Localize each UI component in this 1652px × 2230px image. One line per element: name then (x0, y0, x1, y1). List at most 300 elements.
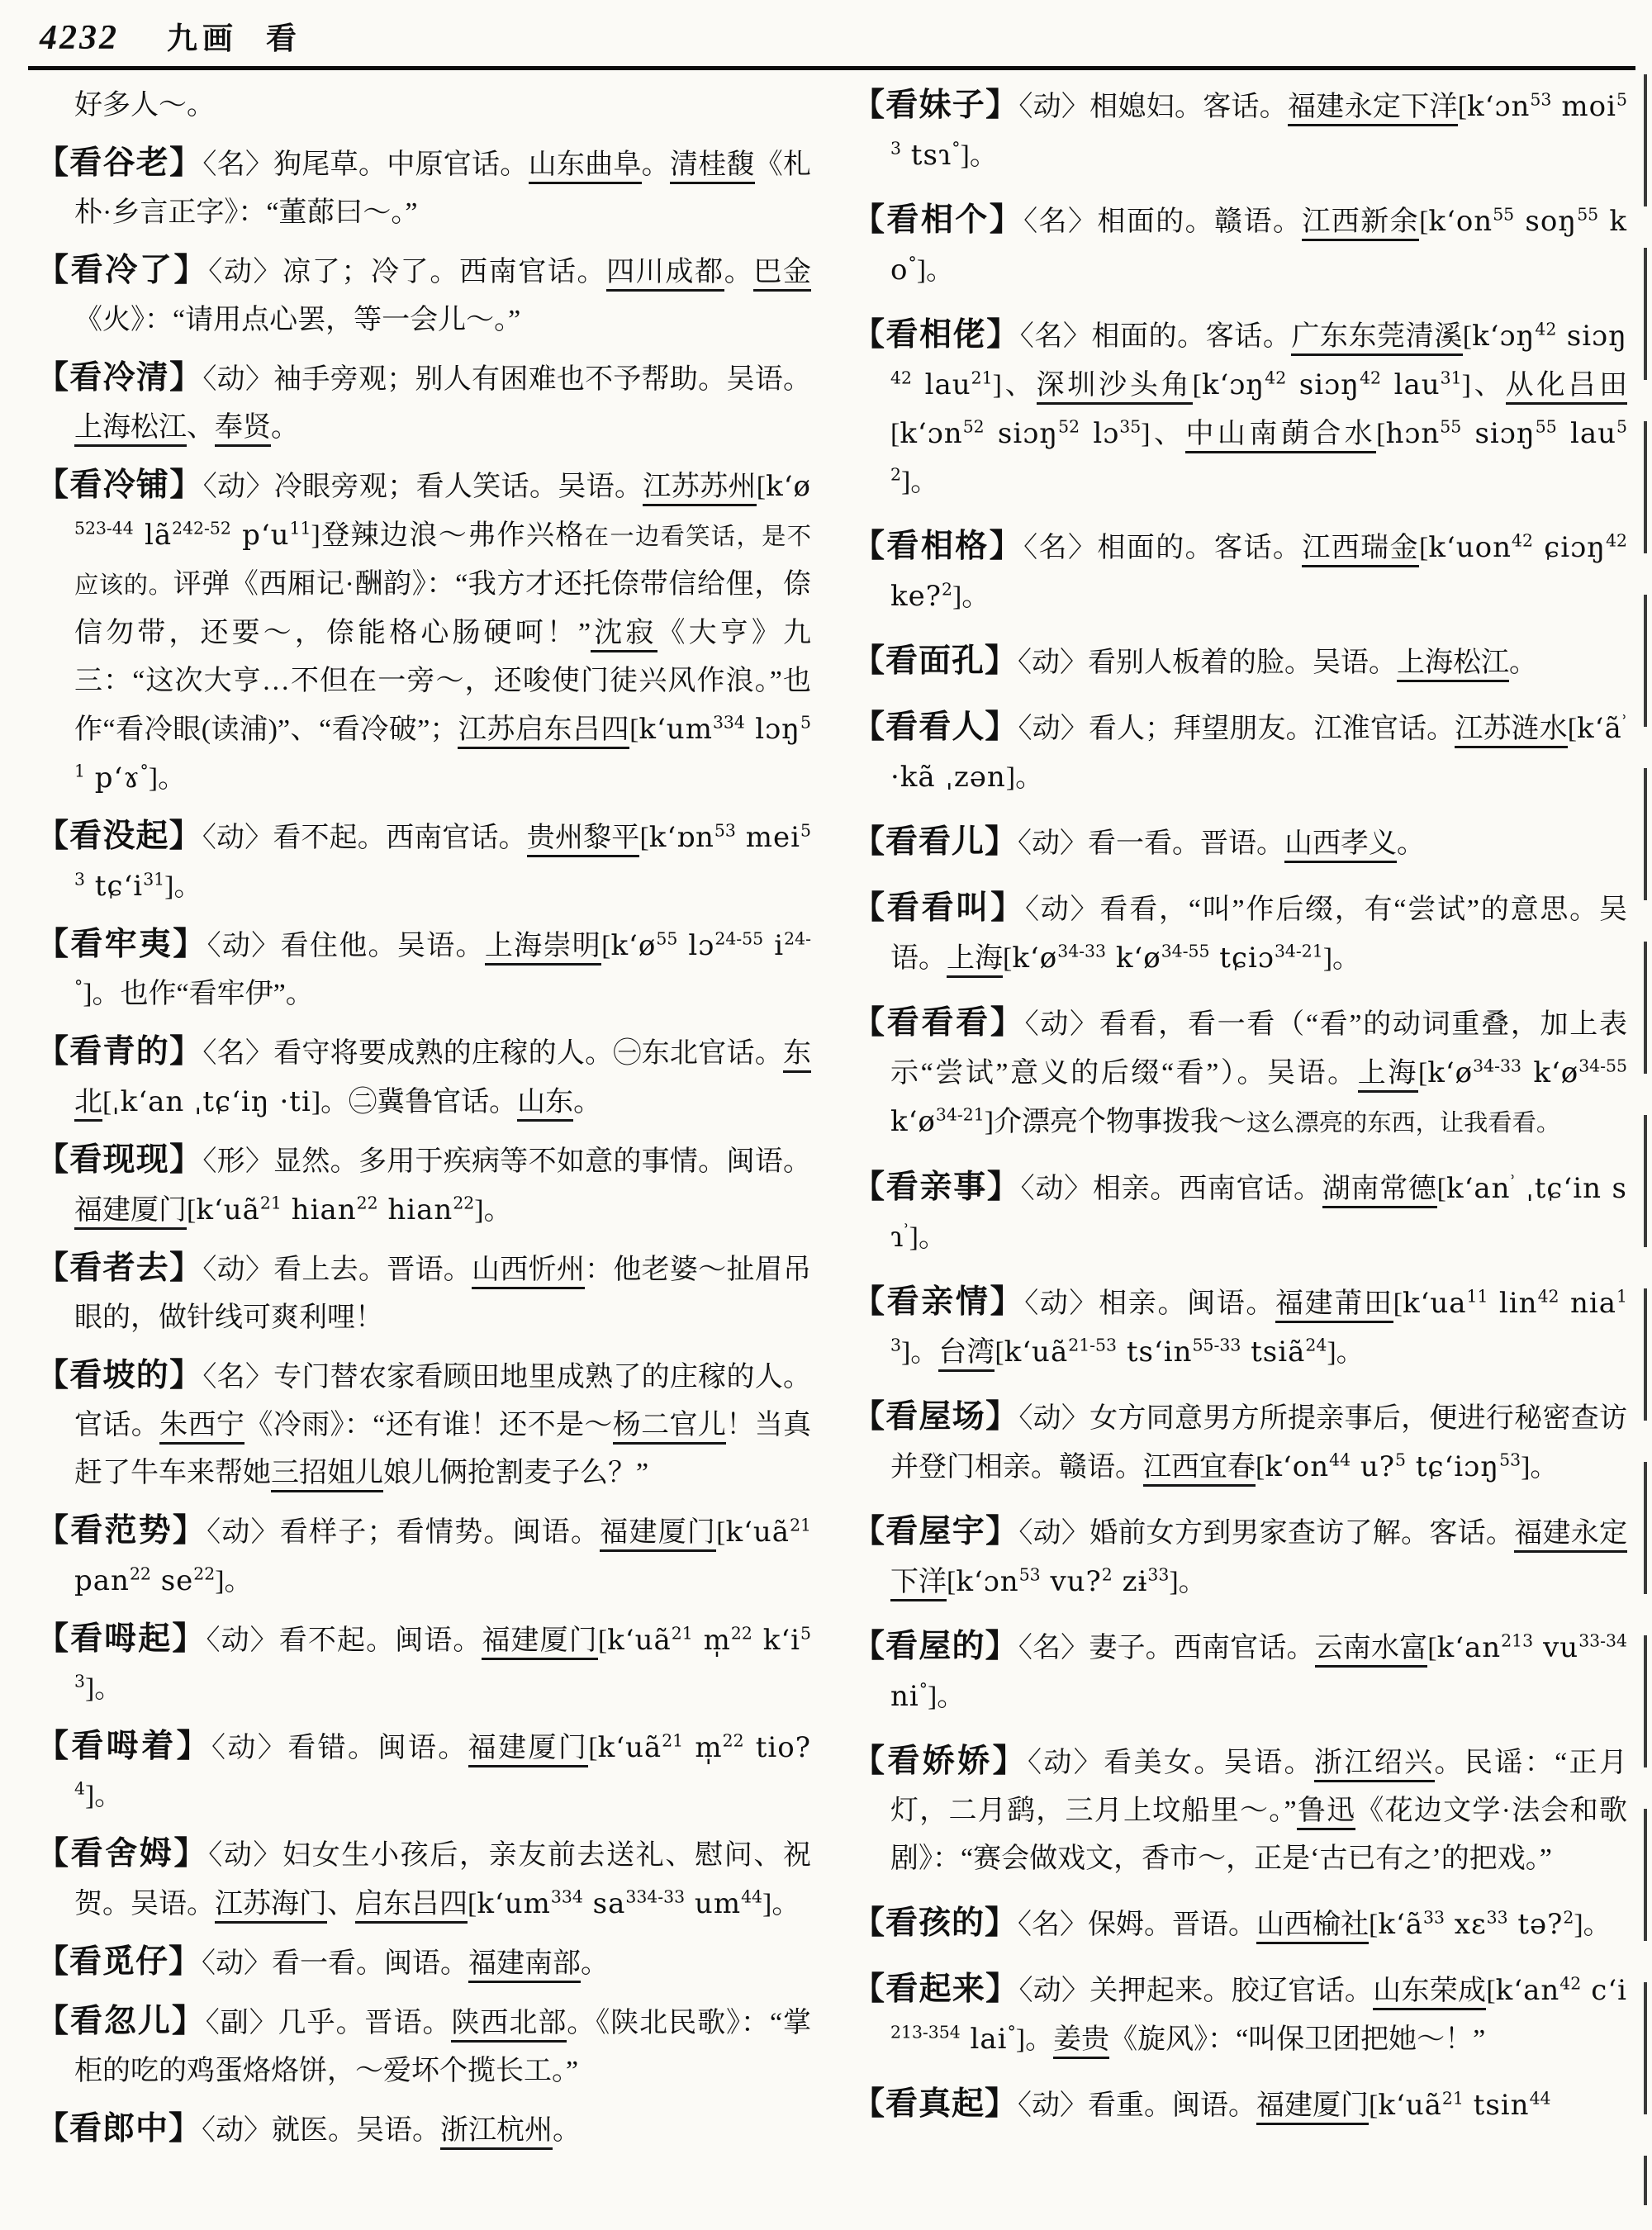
tone-superscript: 55 (1535, 416, 1557, 437)
entry-headword: 【看真起】 (852, 2086, 1018, 2122)
tone-superscript: 44 (1529, 2088, 1551, 2109)
text-run: ！当真赶了牛车来帮她 (74, 1410, 812, 1488)
phonetic-text: lɔ (677, 929, 715, 962)
underlined-text: 东北 (74, 1038, 811, 1122)
tone-superscript: 242-52 (172, 518, 231, 539)
dict-entry (852, 2081, 1627, 2130)
text-run: 。《陕北民歌》：“掌柜的吃的鸡蛋烙烙饼，～爱坏个揽长工。” (74, 2008, 812, 2086)
tone-superscript: 42 (1265, 368, 1287, 388)
text-run: ]。 (164, 871, 202, 902)
dict-entry (852, 523, 1627, 621)
text-run: 《火》：“请用点心罢，等一会儿～。” (74, 305, 521, 335)
entry-headword: 【看舍姆】 (36, 1836, 209, 1872)
tone-superscript: 53 (1018, 1564, 1041, 1585)
text-run: [ (1462, 321, 1473, 352)
entry-headword: 【看屋的】 (852, 1629, 1018, 1664)
dict-entry (36, 1998, 811, 2095)
phonetic-text: ·kã ˌzən (890, 761, 1006, 794)
tone-superscript: 52 (962, 416, 985, 437)
tone-superscript: 44 (1329, 1450, 1351, 1470)
text-run: 〈动〉看人；拜望朋友。江淮官话。 (1018, 714, 1455, 744)
underlined-text: 云南水富 (1315, 1633, 1428, 1668)
tone-superscript: 53 (714, 820, 736, 841)
phonetic-text: k‘ɔn (956, 1565, 1019, 1598)
entry-headword: 【看冷铺】 (36, 467, 203, 503)
text-run: 〈名〉专门替农家看顾田地里成熟了的庄稼的人。官话。 (74, 1362, 811, 1440)
text-run: [ (1419, 206, 1429, 237)
text-run: 〈动〉看看，看一看（“看”的动词重叠，加上表示“尝试”意义的后缀“看”）。吴语。 (890, 1009, 1627, 1089)
tone-superscript: 31 (1440, 368, 1462, 388)
tone-superscript: 53 (1530, 89, 1552, 110)
entry-headword: 【看牢夷】 (36, 927, 207, 962)
tone-superscript: 55 (1440, 416, 1462, 437)
text-run: ]。 (916, 255, 955, 286)
entry-headword: 【看呣起】 (36, 1621, 206, 1657)
tone-superscript: 21 (971, 368, 993, 388)
right-column (852, 82, 1627, 2165)
tone-superscript: 2 (1101, 1564, 1113, 1585)
tone-superscript: 11 (1466, 1286, 1488, 1307)
scan-edge-artifact (1644, 74, 1647, 2205)
dict-entry (852, 1393, 1627, 1492)
dict-entry (852, 638, 1627, 687)
tone-superscript: 22 (453, 1193, 475, 1213)
text-run: 〈动〉看错。闽语。 (211, 1733, 468, 1763)
underlined-text: 朱西宁 (159, 1410, 244, 1445)
underlined-text: 山西榆社 (1256, 1910, 1369, 1944)
tone-superscript: 35 (1119, 416, 1142, 437)
entry-headword: 【看相佬】 (852, 317, 1020, 353)
text-run: ]、 (1461, 370, 1506, 401)
tone-superscript: 42 (1537, 1286, 1559, 1307)
entry-headword: 【看亲情】 (852, 1284, 1025, 1320)
underlined-text: 奉贤 (215, 412, 271, 447)
phonetic-text: vu (1533, 1631, 1579, 1664)
tone-superscript: 21 (259, 1193, 282, 1213)
text-run: ]。 (900, 1337, 939, 1368)
text-run: 〈名〉相面的。赣语。 (1023, 206, 1303, 237)
phonetic-text: siɔŋ (984, 417, 1059, 450)
tone-superscript: 34-55 (1161, 941, 1210, 961)
underlined-text: 中山南蓢合水 (1185, 419, 1376, 453)
underlined-text: 广东东莞清溪 (1291, 321, 1462, 356)
phonetic-text: k‘ã (1577, 712, 1622, 745)
dict-entry (36, 921, 811, 1018)
entry-headword: 【看忽儿】 (36, 2004, 206, 2039)
phonetic-text: ko (890, 205, 1627, 287)
text-run: ：他老婆～扯眉吊眼的，做针线可爽利哩！ (74, 1255, 811, 1333)
tone-superscript: 31 (143, 869, 165, 890)
text-run: 〈动〉看不起。闽语。 (206, 1625, 482, 1656)
phonetic-text: hɔn (1385, 417, 1441, 450)
text-run: ]、 (992, 370, 1037, 401)
underlined-text: 鲁迅 (1297, 1796, 1356, 1830)
underlined-text: 浙江杭州 (440, 2115, 553, 2150)
entry-headword: 【看看看】 (852, 1005, 1025, 1041)
underlined-text: 上海崇明 (485, 931, 601, 966)
phonetic-text: lau (911, 368, 971, 401)
text-run: ]。 (1521, 1452, 1559, 1483)
text-run: 〈动〉相亲。西南官话。 (1020, 1174, 1322, 1204)
tone-superscript: 34-33 (1057, 941, 1107, 961)
tone-superscript: 33-34 (1578, 1630, 1627, 1651)
dict-entry (36, 247, 811, 344)
text-run: 《旋风》：“叫保卫团把她～！” (1109, 2024, 1486, 2055)
tone-superscript: ʾ (1621, 711, 1627, 732)
text-run: ]。 (927, 1682, 966, 1712)
phonetic-text: lɔŋ (744, 713, 801, 746)
tone-superscript: 22 (129, 1563, 151, 1584)
phonetic-text: k‘um (638, 713, 713, 746)
phonetic-text: soŋ (1514, 205, 1578, 238)
underlined-text: 福建厦门 (600, 1517, 716, 1552)
text-run: 好多人～。 (74, 90, 215, 121)
tone-superscript: ʾ (1510, 1171, 1516, 1192)
underlined-text: 贵州黎平 (527, 823, 640, 857)
text-run: 〈动〉看美女。吴语。 (1027, 1748, 1314, 1778)
text-run: 〈动〉女方同意男方所提亲事后，便进行秘密查访并登门相亲。赣语。 (890, 1403, 1627, 1483)
tone-superscript: 21 (1441, 2088, 1464, 2109)
underlined-text: 福建厦门 (482, 1625, 597, 1660)
text-run: 。 (724, 257, 754, 287)
tone-superscript: 33 (1423, 1907, 1445, 1928)
text-run: 〈名〉相面的。客话。 (1023, 533, 1303, 563)
entry-columns (36, 82, 1631, 2165)
tone-superscript: 24-55 (714, 928, 764, 949)
small-text: 在一边看笑话，是不应该的。 (74, 524, 811, 599)
dict-entry (852, 1279, 1627, 1377)
phonetic-text: k‘ɔn (900, 417, 963, 450)
text-run: ]。 (148, 763, 187, 794)
phonetic-text: k‘i (752, 1624, 801, 1657)
tone-superscript: 22 (356, 1193, 378, 1213)
phonetic-text: u? (1351, 1450, 1395, 1483)
phonetic-text: k‘an (1495, 1974, 1560, 2007)
text-run: [ (1457, 92, 1468, 122)
text-run: 《大亨》九三：“这次大亨…不但在一旁～，还唆使门徒兴风作浪。”也作“看冷眼(读浦)”、“看冷破”； (74, 618, 812, 745)
phonetic-text: tio? (743, 1731, 812, 1764)
tone-superscript: 5 (1395, 1450, 1406, 1470)
page-number: 4232 (40, 19, 119, 57)
entry-headword: 【看妹子】 (852, 88, 1019, 123)
section-character: 看 (266, 22, 301, 56)
tone-superscript: 34-21 (935, 1104, 985, 1125)
underlined-text: 上海 (947, 943, 1003, 978)
phonetic-text: lai (960, 2023, 1008, 2056)
text-run: 〈动〉相媳妇。客话。 (1018, 92, 1289, 122)
underlined-text: 江苏苏州 (643, 472, 756, 506)
text-run: 〈动〉看住他。吴语。 (206, 931, 485, 961)
entry-headword: 【看相格】 (852, 529, 1024, 564)
phonetic-text: m̩ (692, 1624, 731, 1657)
underlined-text: 三招姐儿 (271, 1458, 383, 1492)
text-run: ]。 (84, 1781, 123, 1811)
underlined-text: 山西忻州 (472, 1255, 585, 1289)
underlined-text: 杨二官儿 (613, 1410, 727, 1445)
phonetic-text: k‘ø (1521, 1056, 1579, 1089)
entry-headword: 【看呣着】 (36, 1729, 212, 1764)
text-run: ]。 (952, 581, 990, 612)
phonetic-text: k‘uã (725, 1516, 790, 1549)
entry-headword: 【看起来】 (852, 1971, 1019, 2007)
underlined-text: 姜贵 (1053, 2024, 1109, 2059)
underlined-text: 福建莆田 (1275, 1288, 1393, 1323)
dict-entry (852, 999, 1627, 1147)
phonetic-text: vu? (1040, 1565, 1102, 1598)
text-run: 〈名〉相面的。客话。 (1019, 321, 1292, 352)
underlined-text: 台湾 (938, 1337, 995, 1372)
tone-superscript: 34-21 (1274, 941, 1323, 961)
phonetic-text: lin (1488, 1287, 1538, 1320)
dict-entry (852, 197, 1627, 295)
text-run: [ (601, 931, 611, 961)
entry-headword: 【看现现】 (36, 1142, 203, 1178)
underlined-text: 山西孝义 (1284, 828, 1397, 863)
tone-superscript: 53 (1499, 1450, 1521, 1470)
tone-superscript: 213-354 (890, 2022, 961, 2043)
text-run: 〈动〉凉了；冷了。西南官话。 (208, 257, 607, 287)
underlined-text: 上海松江 (1397, 648, 1509, 682)
phonetic-text: k‘ã (1378, 1908, 1424, 1941)
tone-superscript: 44 (741, 1886, 763, 1907)
text-run: ]。 (909, 1222, 947, 1253)
phonetic-text: k‘ø (890, 1105, 936, 1138)
phonetic-text: siɔŋ (1556, 320, 1628, 353)
text-run: [ (716, 1517, 726, 1548)
entry-headword: 【看青的】 (36, 1034, 203, 1070)
phonetic-text: k‘on (1265, 1450, 1330, 1483)
tone-superscript: 2 (1563, 1907, 1574, 1928)
phonetic-text: lɔ (1080, 417, 1120, 450)
tone-superscript: 33 (1486, 1907, 1508, 1928)
text-run: [ (1567, 714, 1578, 744)
dict-entry (852, 1508, 1627, 1606)
text-run: 〈动〉看一看。晋语。 (1018, 828, 1285, 859)
text-run: 〈动〉看重。闽语。 (1018, 2090, 1257, 2121)
phonetic-text: xɛ (1444, 1908, 1487, 1941)
dict-entry (852, 1738, 1627, 1883)
phonetic-text: k‘ɒn (648, 821, 714, 854)
dict-entry (36, 2105, 811, 2155)
phonetic-text: nia (1559, 1287, 1617, 1320)
phonetic-text: se (150, 1564, 194, 1597)
text-run: [ (597, 1625, 608, 1656)
tone-superscript: 53 (74, 820, 812, 890)
tone-superscript: 213 (1501, 1630, 1534, 1651)
phonetic-text: p‘ɤ (84, 762, 140, 795)
dict-entry (36, 1830, 811, 1929)
underlined-text: 四川成都 (606, 257, 724, 292)
underlined-text: 湖南常德 (1322, 1174, 1437, 1208)
tone-superscript: ° (140, 761, 149, 781)
text-run: 。 (553, 2115, 582, 2146)
dict-entry (36, 140, 811, 237)
tone-superscript: 34-33 (1473, 1056, 1521, 1076)
phonetic-text: k‘ua (1402, 1287, 1467, 1320)
tone-superscript: 334 (712, 712, 745, 733)
phonetic-text: mei (735, 821, 801, 854)
phonetic-text: siɔŋ (1286, 368, 1360, 401)
tone-superscript: 55 (1577, 204, 1599, 225)
text-run: [ (947, 1567, 957, 1597)
dict-entry (36, 1507, 811, 1606)
entry-headword: 【看觅仔】 (36, 1944, 202, 1980)
underlined-text: 江苏涟水 (1455, 714, 1567, 748)
text-run: 〈动〉看不起。西南官话。 (202, 823, 527, 853)
tone-superscript: 55 (1493, 204, 1515, 225)
tone-superscript: ° (952, 138, 961, 159)
dict-entry (36, 1136, 811, 1235)
text-run: ]。 (474, 1195, 512, 1226)
phonetic-text: k‘ø (766, 470, 811, 503)
entry-headword: 【看孩的】 (852, 1905, 1018, 1941)
tone-superscript: 334-33 (625, 1886, 686, 1907)
underlined-text: 福建厦门 (74, 1195, 187, 1230)
dict-entry (852, 311, 1627, 506)
tone-superscript: 51 (74, 712, 812, 781)
underlined-text: 沈寂 (591, 618, 657, 652)
text-run: 〈形〉显然。多用于疾病等不如意的事情。闽语。 (202, 1146, 811, 1177)
text-run: 〈动〉看样子；看情势。闽语。 (206, 1517, 601, 1548)
phonetic-text: k‘ɔŋ (1472, 320, 1536, 353)
text-run: 〈动〉看上去。晋语。 (202, 1255, 472, 1285)
entry-headword: 【看看人】 (852, 709, 1018, 745)
text-run: 。 (1397, 828, 1426, 859)
phonetic-text: ni (890, 1680, 919, 1713)
text-run: ]介漂亮个物事拨我～ (984, 1107, 1247, 1137)
phonetic-text: p‘u (230, 519, 290, 552)
entry-headword: 【看郎中】 (36, 2111, 202, 2147)
tone-superscript: 42 (890, 368, 912, 388)
text-run: [ (1376, 419, 1386, 449)
underlined-text: 陕西北部 (451, 2008, 567, 2043)
phonetic-text: k‘uon (1428, 531, 1512, 564)
text-run: 〈动〉看看，“叫”作后缀，有“尝试”的意思。吴语。 (890, 894, 1627, 974)
tone-superscript: 13 (890, 1286, 1628, 1355)
text-run: 。 (581, 1948, 610, 1979)
text-run: [ (1486, 1976, 1496, 2006)
tone-superscript: 523-44 (74, 518, 134, 539)
text-run: 〈动〉看一看。闽语。 (202, 1948, 469, 1979)
tone-superscript: 42 (1535, 319, 1557, 339)
phonetic-text: zɨ (1112, 1565, 1148, 1598)
entry-headword: 【看屋宇】 (852, 1514, 1019, 1549)
underlined-text: 山东 (517, 1087, 573, 1122)
underlined-text: 福建厦门 (1256, 2090, 1369, 2125)
text-run: 〈名〉保姆。晋语。 (1018, 1910, 1257, 1940)
text-run: [ (1419, 533, 1429, 563)
text-run: ]。 (762, 1889, 800, 1919)
phonetic-text: ɕiɔŋ (1532, 531, 1607, 564)
phonetic-text: sa (582, 1887, 626, 1920)
phonetic-text: k‘ø (1012, 942, 1058, 975)
phonetic-text: k‘an (1436, 1631, 1502, 1664)
dict-entry (852, 1164, 1627, 1262)
underlined-text: 福建南部 (468, 1948, 581, 1983)
tone-superscript: 55 (656, 928, 678, 949)
underlined-text: 清桂馥 (670, 149, 755, 184)
text-run: ]。 (1327, 1337, 1365, 1368)
text-run: [ (995, 1337, 1004, 1368)
text-run: [ (1369, 2090, 1379, 2121)
phonetic-text: lau (1381, 368, 1441, 401)
phonetic-text: tɕ‘iɔŋ (1405, 1450, 1500, 1483)
phonetic-text: k‘uã (1378, 2089, 1442, 2122)
phonetic-text: k‘uã (1004, 1336, 1069, 1369)
phonetic-text: ts‘in (1117, 1336, 1193, 1369)
tone-superscript: 52 (890, 416, 1627, 485)
tone-superscript: 42 (1512, 530, 1533, 551)
tone-superscript: ° (1007, 2022, 1016, 2043)
tone-superscript: 11 (289, 518, 311, 539)
entry-headword: 【看没起】 (36, 818, 202, 854)
phonetic-text: lã (133, 519, 173, 552)
dict-entry (36, 354, 811, 452)
phonetic-text: hian (281, 1193, 357, 1226)
text-run: [ (1192, 370, 1202, 401)
phonetic-text: ˌtɕ‘in sɿ (890, 1172, 1628, 1254)
stroke-section-label: 九画 (167, 22, 238, 56)
tone-superscript: 21-53 (1068, 1335, 1118, 1355)
text-run: [ (639, 823, 649, 853)
tone-superscript: 24 (1305, 1335, 1327, 1355)
text-run: 。民谣：“正月灯，二月鹞，三月上坟船里～。” (890, 1748, 1628, 1826)
text-run: [ (102, 1087, 112, 1117)
underlined-text: 江苏海门 (215, 1889, 327, 1924)
text-run: 。 (271, 412, 299, 443)
phonetic-text: tɕiɔ (1209, 942, 1275, 975)
dict-entry (36, 1352, 811, 1497)
underlined-text: 从化吕田 (1506, 370, 1627, 405)
text-run: 、 (187, 412, 215, 443)
phonetic-text: k‘ø (610, 929, 657, 962)
phonetic-text: moi (1551, 90, 1617, 123)
phonetic-text: m̩ (683, 1731, 723, 1764)
text-run: ]。㊁冀鲁官话。 (311, 1087, 518, 1117)
phonetic-text: siɔŋ (1461, 417, 1536, 450)
text-run: [ (1417, 1058, 1428, 1089)
underlined-text: 福建永定下洋 (1288, 92, 1458, 126)
phonetic-text: k‘ɔn (1467, 90, 1531, 123)
text-run: 《花边文学·法会和歌剧》：“赛会做戏文，香市～，正是‘古已有之’的把戏。” (890, 1796, 1628, 1874)
entry-headword: 【看亲事】 (852, 1170, 1021, 1205)
underlined-text: 巴金 (753, 257, 811, 292)
entry-headword: 【看冷了】 (36, 253, 209, 288)
entry-headword: 【看谷老】 (36, 145, 203, 181)
phonetic-text: k‘uã (196, 1193, 260, 1226)
tone-superscript: 42 (1606, 530, 1628, 551)
tone-superscript: 22 (722, 1730, 744, 1751)
phonetic-text: ke? (890, 580, 942, 613)
tone-superscript: 42 (1559, 1973, 1582, 1994)
page-header (36, 13, 1631, 59)
text-run: 〈名〉狗尾草。中原官话。 (202, 149, 529, 180)
phonetic-text: k‘an (1446, 1172, 1511, 1205)
text-run: 〈动〉袖手旁观；别人有困难也不予帮助。吴语。 (202, 364, 811, 395)
underlined-text: 江西瑞金 (1302, 533, 1419, 567)
phonetic-text: i (763, 929, 785, 962)
underlined-text: 福建永定下洋 (890, 1518, 1627, 1601)
phonetic-text: k‘ɔŋ (1201, 368, 1265, 401)
text-run: [ (890, 419, 900, 449)
phonetic-text: tɕ‘i (84, 870, 144, 903)
dict-entry (852, 1900, 1627, 1949)
text-run: ]。 (1322, 943, 1361, 974)
tone-superscript: 53 (890, 89, 1627, 159)
tone-superscript: ° (919, 1679, 928, 1700)
dict-entry (36, 813, 811, 911)
text-run: 、 (327, 1889, 355, 1919)
